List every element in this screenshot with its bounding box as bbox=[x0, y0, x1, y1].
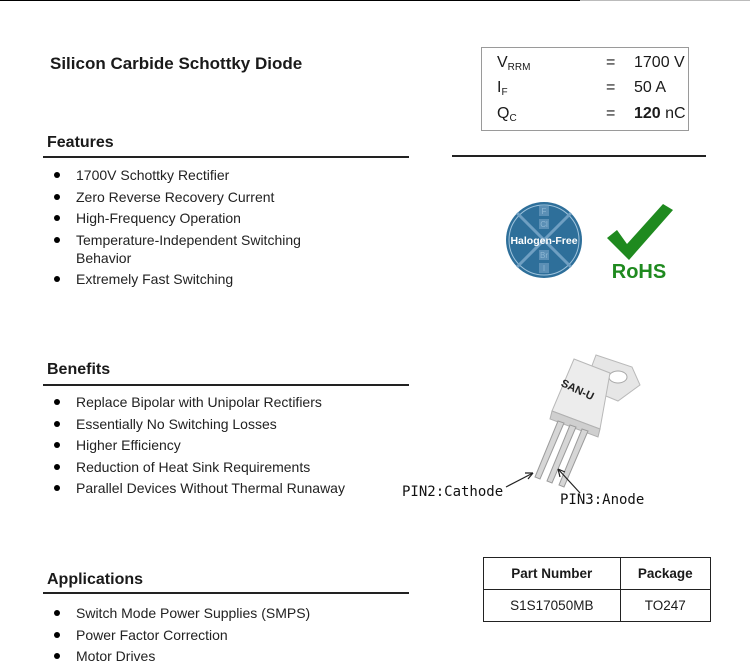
halogen-letter: F bbox=[541, 207, 547, 216]
spec-symbol: $I_F$ bbox=[497, 79, 508, 98]
pin3-arrow bbox=[558, 469, 580, 493]
list-item: Extremely Fast Switching bbox=[50, 270, 350, 288]
halogen-free-label: Halogen-Free bbox=[510, 235, 578, 247]
spec-value: 1700 V bbox=[634, 54, 685, 71]
spec-symbol: $Q_C$ bbox=[497, 105, 517, 124]
applications-list bbox=[50, 604, 350, 669]
benefits-rule bbox=[43, 384, 409, 386]
benefits-heading: Benefits bbox=[47, 361, 111, 378]
table-header-row bbox=[484, 558, 711, 590]
features-rule bbox=[43, 156, 409, 158]
spec-row-if bbox=[482, 79, 688, 101]
list-item: Essentially No Switching Losses bbox=[50, 415, 350, 433]
list-item: Replace Bipolar with Unipolar Rectifiers bbox=[50, 393, 350, 411]
spec-equals: = bbox=[606, 105, 616, 122]
applications-rule bbox=[43, 592, 409, 594]
table-cell-package: TO247 bbox=[620, 590, 710, 622]
halogen-letter: Br bbox=[540, 251, 548, 260]
top-rule-light bbox=[580, 0, 750, 1]
benefits-list bbox=[50, 393, 350, 501]
rohs-label: RoHS bbox=[611, 261, 667, 282]
parts-table bbox=[483, 557, 711, 622]
spec-value: 50 A bbox=[634, 79, 667, 96]
pin3-label: PIN3:Anode bbox=[560, 492, 645, 508]
halogen-free-badge-icon bbox=[504, 200, 584, 280]
table-cell-part-number: S1S17050MB bbox=[484, 590, 621, 622]
spec-box bbox=[481, 47, 689, 131]
features-list bbox=[50, 166, 350, 292]
package-marking: SAN-U bbox=[558, 377, 596, 404]
spec-equals: = bbox=[606, 79, 616, 96]
spec-equals: = bbox=[606, 54, 616, 71]
table-header: Part Number bbox=[484, 558, 621, 590]
table-header: Package bbox=[620, 558, 710, 590]
list-item: Parallel Devices Without Thermal Runaway bbox=[50, 479, 350, 497]
applications-heading: Applications bbox=[47, 571, 144, 588]
list-item: High-Frequency Operation bbox=[50, 209, 350, 227]
list-item: Motor Drives bbox=[50, 647, 350, 665]
features-heading: Features bbox=[47, 134, 114, 151]
spec-row-vrrm bbox=[482, 54, 688, 76]
list-item: Higher Efficiency bbox=[50, 436, 350, 454]
list-item: Power Factor Correction bbox=[50, 626, 350, 644]
list-item: 1700V Schottky Rectifier bbox=[50, 166, 350, 184]
list-item: Temperature-Independent Switching Behavior bbox=[50, 231, 350, 267]
rohs-badge-icon bbox=[603, 200, 683, 282]
halogen-letter: Cl bbox=[540, 220, 548, 229]
halogen-letter: I bbox=[542, 264, 546, 273]
spec-symbol: $V_{RRM}$ bbox=[497, 54, 531, 73]
pin2-label: PIN2:Cathode bbox=[402, 484, 504, 500]
pin2-arrow bbox=[506, 473, 533, 487]
list-item: Switch Mode Power Supplies (SMPS) bbox=[50, 604, 350, 622]
right-divider bbox=[452, 155, 706, 157]
list-item: Reduction of Heat Sink Requirements bbox=[50, 458, 350, 476]
rohs-checkmark bbox=[607, 204, 673, 260]
list-item: Zero Reverse Recovery Current bbox=[50, 188, 350, 206]
spec-value: 120 nC bbox=[634, 105, 686, 122]
top-rule bbox=[0, 0, 580, 1]
spec-row-qc bbox=[482, 105, 688, 127]
package-mount-hole bbox=[609, 371, 627, 383]
page-title: Silicon Carbide Schottky Diode bbox=[50, 54, 303, 73]
table-row bbox=[484, 590, 711, 622]
